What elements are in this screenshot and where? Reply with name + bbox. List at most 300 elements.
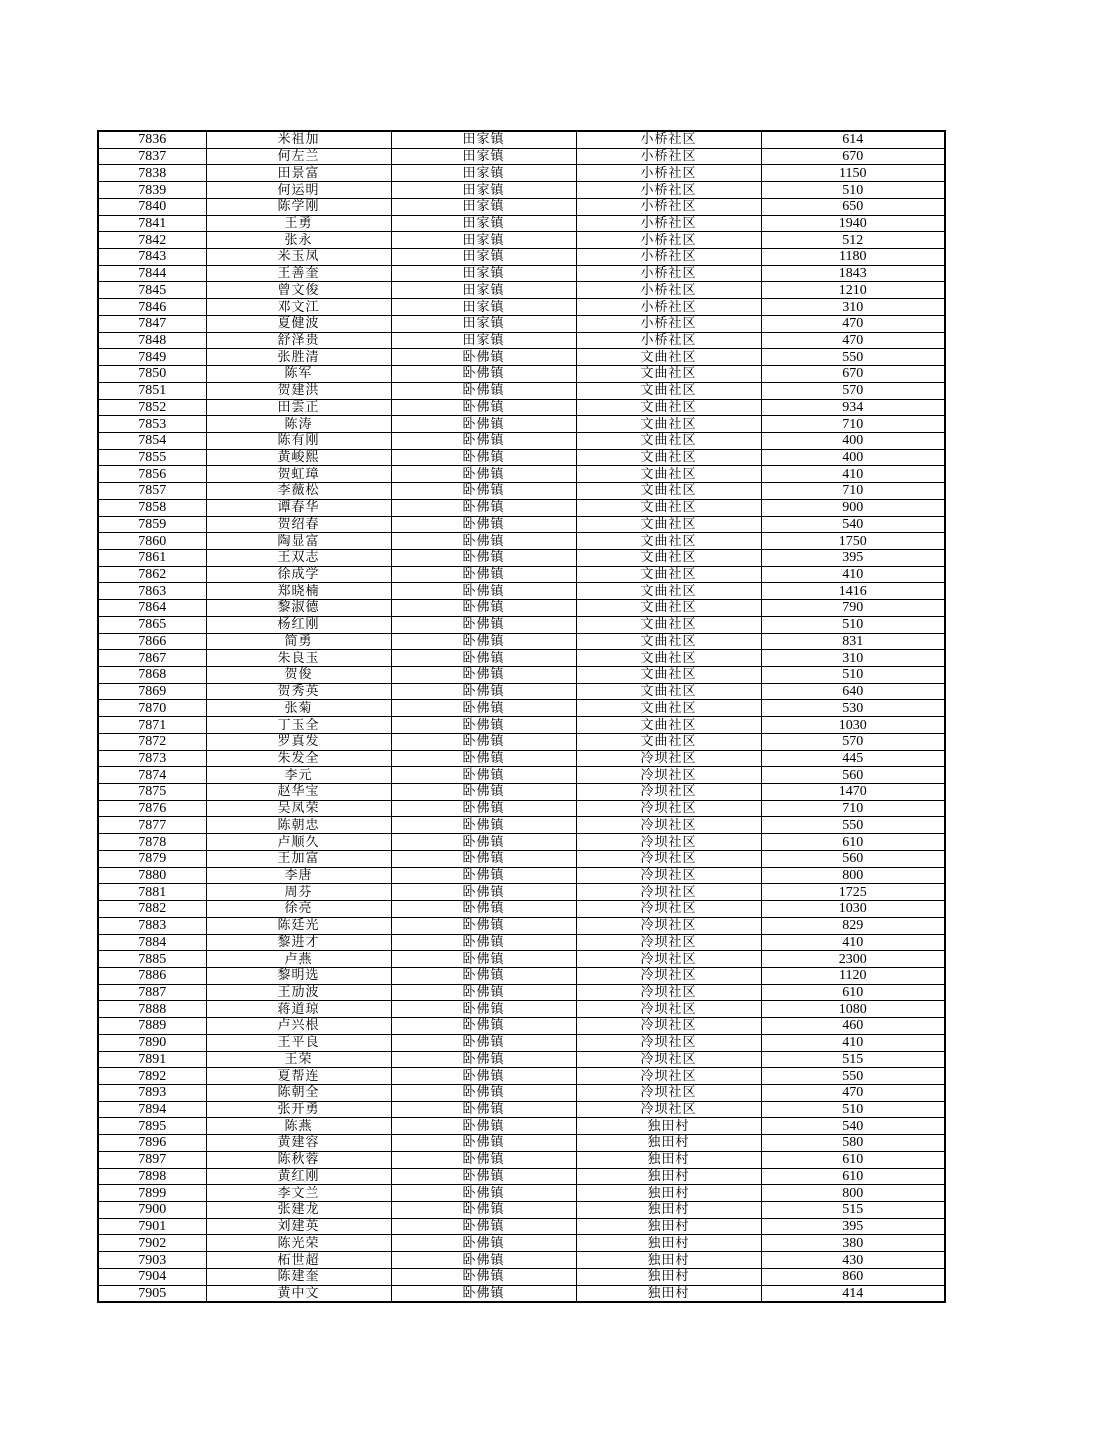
table-row	[98, 616, 945, 633]
community-cell: 冷坝社区	[576, 850, 761, 867]
community-cell: 冷坝社区	[576, 984, 761, 1001]
amount-cell: 410	[761, 934, 945, 951]
amount-cell: 860	[761, 1268, 945, 1285]
table-row	[98, 1135, 945, 1152]
row-number-cell: 7884	[98, 934, 206, 951]
town-cell: 卧佛镇	[391, 934, 576, 951]
name-cell: 黎明选	[206, 967, 391, 984]
row-number-cell: 7905	[98, 1285, 206, 1302]
name-cell: 陈廷光	[206, 917, 391, 934]
community-cell: 小桥社区	[576, 332, 761, 349]
community-cell: 文曲社区	[576, 499, 761, 516]
community-cell: 文曲社区	[576, 583, 761, 600]
table-row	[98, 299, 945, 316]
town-cell: 卧佛镇	[391, 616, 576, 633]
amount-cell: 710	[761, 416, 945, 433]
community-cell: 冷坝社区	[576, 867, 761, 884]
town-cell: 田家镇	[391, 315, 576, 332]
amount-cell: 400	[761, 432, 945, 449]
row-number-cell: 7904	[98, 1268, 206, 1285]
name-cell: 李薇松	[206, 483, 391, 500]
community-cell: 冷坝社区	[576, 784, 761, 801]
amount-cell: 710	[761, 800, 945, 817]
table-row	[98, 867, 945, 884]
row-number-cell: 7899	[98, 1185, 206, 1202]
table-row	[98, 466, 945, 483]
town-cell: 卧佛镇	[391, 1185, 576, 1202]
table-row	[98, 1168, 945, 1185]
name-cell: 王双志	[206, 549, 391, 566]
amount-cell: 550	[761, 349, 945, 366]
row-number-cell: 7859	[98, 516, 206, 533]
table-row	[98, 633, 945, 650]
row-number-cell: 7836	[98, 131, 206, 148]
name-cell: 李唐	[206, 867, 391, 884]
row-number-cell: 7854	[98, 432, 206, 449]
community-cell: 冷坝社区	[576, 817, 761, 834]
data-table	[97, 130, 946, 1303]
table-row	[98, 884, 945, 901]
amount-cell: 410	[761, 566, 945, 583]
row-number-cell: 7865	[98, 616, 206, 633]
row-number-cell: 7878	[98, 834, 206, 851]
row-number-cell: 7863	[98, 583, 206, 600]
table-row	[98, 934, 945, 951]
community-cell: 独田村	[576, 1218, 761, 1235]
community-cell: 冷坝社区	[576, 1101, 761, 1118]
table-row	[98, 1068, 945, 1085]
community-cell: 独田村	[576, 1235, 761, 1252]
town-cell: 卧佛镇	[391, 1051, 576, 1068]
community-cell: 文曲社区	[576, 566, 761, 583]
row-number-cell: 7882	[98, 901, 206, 918]
town-cell: 卧佛镇	[391, 733, 576, 750]
name-cell: 黄中文	[206, 1285, 391, 1302]
town-cell: 卧佛镇	[391, 382, 576, 399]
table-row	[98, 733, 945, 750]
amount-cell: 550	[761, 1068, 945, 1085]
table-row	[98, 667, 945, 684]
table-row	[98, 349, 945, 366]
name-cell: 陈燕	[206, 1118, 391, 1135]
table-row	[98, 834, 945, 851]
table-row	[98, 549, 945, 566]
town-cell: 卧佛镇	[391, 1202, 576, 1219]
town-cell: 卧佛镇	[391, 1151, 576, 1168]
table-row	[98, 1018, 945, 1035]
row-number-cell: 7895	[98, 1118, 206, 1135]
amount-cell: 614	[761, 131, 945, 148]
community-cell: 小桥社区	[576, 249, 761, 266]
amount-cell: 460	[761, 1018, 945, 1035]
amount-cell: 580	[761, 1135, 945, 1152]
table-row	[98, 717, 945, 734]
table-row	[98, 566, 945, 583]
community-cell: 小桥社区	[576, 315, 761, 332]
community-cell: 小桥社区	[576, 299, 761, 316]
community-cell: 冷坝社区	[576, 1034, 761, 1051]
name-cell: 张永	[206, 232, 391, 249]
name-cell: 周芬	[206, 884, 391, 901]
table-row	[98, 1001, 945, 1018]
amount-cell: 610	[761, 1168, 945, 1185]
row-number-cell: 7839	[98, 182, 206, 199]
table-row	[98, 265, 945, 282]
town-cell: 卧佛镇	[391, 1235, 576, 1252]
community-cell: 文曲社区	[576, 382, 761, 399]
name-cell: 田雲正	[206, 399, 391, 416]
community-cell: 文曲社区	[576, 549, 761, 566]
row-number-cell: 7901	[98, 1218, 206, 1235]
amount-cell: 1940	[761, 215, 945, 232]
amount-cell: 934	[761, 399, 945, 416]
town-cell: 卧佛镇	[391, 650, 576, 667]
name-cell: 陈有刚	[206, 432, 391, 449]
amount-cell: 470	[761, 332, 945, 349]
amount-cell: 560	[761, 850, 945, 867]
amount-cell: 570	[761, 382, 945, 399]
town-cell: 卧佛镇	[391, 1218, 576, 1235]
town-cell: 卧佛镇	[391, 901, 576, 918]
name-cell: 张菊	[206, 700, 391, 717]
row-number-cell: 7867	[98, 650, 206, 667]
community-cell: 独田村	[576, 1285, 761, 1302]
community-cell: 冷坝社区	[576, 767, 761, 784]
table-row	[98, 516, 945, 533]
row-number-cell: 7842	[98, 232, 206, 249]
row-number-cell: 7871	[98, 717, 206, 734]
row-number-cell: 7881	[98, 884, 206, 901]
amount-cell: 414	[761, 1285, 945, 1302]
name-cell: 卢顺久	[206, 834, 391, 851]
name-cell: 夏帮连	[206, 1068, 391, 1085]
table-row	[98, 1202, 945, 1219]
table-row	[98, 1252, 945, 1269]
name-cell: 王加富	[206, 850, 391, 867]
amount-cell: 640	[761, 683, 945, 700]
table-row	[98, 1101, 945, 1118]
amount-cell: 395	[761, 1218, 945, 1235]
town-cell: 卧佛镇	[391, 516, 576, 533]
amount-cell: 1750	[761, 533, 945, 550]
table-row	[98, 901, 945, 918]
community-cell: 独田村	[576, 1185, 761, 1202]
community-cell: 冷坝社区	[576, 834, 761, 851]
name-cell: 徐亮	[206, 901, 391, 918]
table-row	[98, 449, 945, 466]
community-cell: 冷坝社区	[576, 917, 761, 934]
name-cell: 吴凤荣	[206, 800, 391, 817]
name-cell: 徐成学	[206, 566, 391, 583]
row-number-cell: 7890	[98, 1034, 206, 1051]
row-number-cell: 7856	[98, 466, 206, 483]
name-cell: 陈朝全	[206, 1084, 391, 1101]
community-cell: 文曲社区	[576, 600, 761, 617]
row-number-cell: 7892	[98, 1068, 206, 1085]
town-cell: 卧佛镇	[391, 750, 576, 767]
community-cell: 小桥社区	[576, 165, 761, 182]
name-cell: 贺绍春	[206, 516, 391, 533]
town-cell: 田家镇	[391, 198, 576, 215]
name-cell: 陈涛	[206, 416, 391, 433]
town-cell: 卧佛镇	[391, 717, 576, 734]
amount-cell: 610	[761, 1151, 945, 1168]
row-number-cell: 7862	[98, 566, 206, 583]
name-cell: 邓文江	[206, 299, 391, 316]
town-cell: 卧佛镇	[391, 784, 576, 801]
community-cell: 独田村	[576, 1118, 761, 1135]
name-cell: 黎淑德	[206, 600, 391, 617]
name-cell: 简勇	[206, 633, 391, 650]
town-cell: 田家镇	[391, 249, 576, 266]
table-row	[98, 148, 945, 165]
row-number-cell: 7860	[98, 533, 206, 550]
name-cell: 卢兴根	[206, 1018, 391, 1035]
amount-cell: 410	[761, 466, 945, 483]
table-row	[98, 850, 945, 867]
town-cell: 卧佛镇	[391, 366, 576, 383]
community-cell: 文曲社区	[576, 633, 761, 650]
row-number-cell: 7887	[98, 984, 206, 1001]
row-number-cell: 7874	[98, 767, 206, 784]
table-row	[98, 366, 945, 383]
row-number-cell: 7877	[98, 817, 206, 834]
community-cell: 小桥社区	[576, 232, 761, 249]
row-number-cell: 7872	[98, 733, 206, 750]
amount-cell: 512	[761, 232, 945, 249]
town-cell: 卧佛镇	[391, 1001, 576, 1018]
table-row	[98, 1235, 945, 1252]
community-cell: 文曲社区	[576, 416, 761, 433]
amount-cell: 670	[761, 148, 945, 165]
town-cell: 卧佛镇	[391, 834, 576, 851]
town-cell: 卧佛镇	[391, 1084, 576, 1101]
community-cell: 冷坝社区	[576, 1001, 761, 1018]
community-cell: 冷坝社区	[576, 934, 761, 951]
table-row	[98, 1118, 945, 1135]
name-cell: 丁玉全	[206, 717, 391, 734]
community-cell: 文曲社区	[576, 449, 761, 466]
row-number-cell: 7848	[98, 332, 206, 349]
name-cell: 柘世超	[206, 1252, 391, 1269]
table-row	[98, 600, 945, 617]
row-number-cell: 7873	[98, 750, 206, 767]
table-row	[98, 1268, 945, 1285]
town-cell: 田家镇	[391, 232, 576, 249]
table-row	[98, 767, 945, 784]
community-cell: 冷坝社区	[576, 800, 761, 817]
name-cell: 夏健波	[206, 315, 391, 332]
town-cell: 卧佛镇	[391, 1068, 576, 1085]
amount-cell: 470	[761, 315, 945, 332]
town-cell: 卧佛镇	[391, 432, 576, 449]
row-number-cell: 7885	[98, 951, 206, 968]
town-cell: 卧佛镇	[391, 399, 576, 416]
amount-cell: 670	[761, 366, 945, 383]
name-cell: 陈朝忠	[206, 817, 391, 834]
row-number-cell: 7880	[98, 867, 206, 884]
table-row	[98, 499, 945, 516]
community-cell: 小桥社区	[576, 265, 761, 282]
table-row	[98, 416, 945, 433]
row-number-cell: 7846	[98, 299, 206, 316]
town-cell: 卧佛镇	[391, 1018, 576, 1035]
amount-cell: 550	[761, 817, 945, 834]
amount-cell: 530	[761, 700, 945, 717]
town-cell: 卧佛镇	[391, 600, 576, 617]
community-cell: 独田村	[576, 1268, 761, 1285]
community-cell: 冷坝社区	[576, 951, 761, 968]
table-row	[98, 1218, 945, 1235]
town-cell: 卧佛镇	[391, 533, 576, 550]
table-row	[98, 984, 945, 1001]
town-cell: 卧佛镇	[391, 1101, 576, 1118]
row-number-cell: 7866	[98, 633, 206, 650]
table-row	[98, 483, 945, 500]
community-cell: 文曲社区	[576, 667, 761, 684]
amount-cell: 1470	[761, 784, 945, 801]
name-cell: 赵华宝	[206, 784, 391, 801]
community-cell: 小桥社区	[576, 198, 761, 215]
row-number-cell: 7876	[98, 800, 206, 817]
amount-cell: 510	[761, 616, 945, 633]
table-row	[98, 800, 945, 817]
table-row	[98, 232, 945, 249]
town-cell: 卧佛镇	[391, 449, 576, 466]
table-row	[98, 1185, 945, 1202]
town-cell: 卧佛镇	[391, 499, 576, 516]
amount-cell: 570	[761, 733, 945, 750]
town-cell: 卧佛镇	[391, 850, 576, 867]
name-cell: 贺虹璋	[206, 466, 391, 483]
amount-cell: 445	[761, 750, 945, 767]
row-number-cell: 7894	[98, 1101, 206, 1118]
row-number-cell: 7897	[98, 1151, 206, 1168]
community-cell: 小桥社区	[576, 148, 761, 165]
amount-cell: 829	[761, 917, 945, 934]
town-cell: 卧佛镇	[391, 1168, 576, 1185]
community-cell: 文曲社区	[576, 349, 761, 366]
name-cell: 黎进才	[206, 934, 391, 951]
name-cell: 罗真发	[206, 733, 391, 750]
town-cell: 卧佛镇	[391, 483, 576, 500]
name-cell: 陈学刚	[206, 198, 391, 215]
amount-cell: 400	[761, 449, 945, 466]
amount-cell: 1416	[761, 583, 945, 600]
row-number-cell: 7840	[98, 198, 206, 215]
amount-cell: 800	[761, 1185, 945, 1202]
name-cell: 舒泽贵	[206, 332, 391, 349]
table-row	[98, 1285, 945, 1302]
amount-cell: 310	[761, 299, 945, 316]
row-number-cell: 7853	[98, 416, 206, 433]
table-row	[98, 432, 945, 449]
table-row	[98, 700, 945, 717]
town-cell: 卧佛镇	[391, 984, 576, 1001]
community-cell: 冷坝社区	[576, 884, 761, 901]
table-row	[98, 182, 945, 199]
row-number-cell: 7893	[98, 1084, 206, 1101]
town-cell: 卧佛镇	[391, 1252, 576, 1269]
row-number-cell: 7898	[98, 1168, 206, 1185]
community-cell: 文曲社区	[576, 616, 761, 633]
row-number-cell: 7869	[98, 683, 206, 700]
town-cell: 田家镇	[391, 182, 576, 199]
name-cell: 谭春华	[206, 499, 391, 516]
row-number-cell: 7896	[98, 1135, 206, 1152]
name-cell: 张开勇	[206, 1101, 391, 1118]
town-cell: 田家镇	[391, 282, 576, 299]
community-cell: 文曲社区	[576, 466, 761, 483]
amount-cell: 1725	[761, 884, 945, 901]
row-number-cell: 7889	[98, 1018, 206, 1035]
community-cell: 小桥社区	[576, 131, 761, 148]
table-row	[98, 249, 945, 266]
town-cell: 卧佛镇	[391, 884, 576, 901]
row-number-cell: 7868	[98, 667, 206, 684]
amount-cell: 470	[761, 1084, 945, 1101]
community-cell: 独田村	[576, 1202, 761, 1219]
name-cell: 陶显富	[206, 533, 391, 550]
table-row	[98, 817, 945, 834]
name-cell: 王平良	[206, 1034, 391, 1051]
town-cell: 田家镇	[391, 215, 576, 232]
row-number-cell: 7870	[98, 700, 206, 717]
amount-cell: 410	[761, 1034, 945, 1051]
community-cell: 文曲社区	[576, 533, 761, 550]
row-number-cell: 7841	[98, 215, 206, 232]
amount-cell: 1080	[761, 1001, 945, 1018]
town-cell: 卧佛镇	[391, 867, 576, 884]
table-row	[98, 382, 945, 399]
amount-cell: 610	[761, 984, 945, 1001]
row-number-cell: 7902	[98, 1235, 206, 1252]
row-number-cell: 7900	[98, 1202, 206, 1219]
amount-cell: 1180	[761, 249, 945, 266]
name-cell: 李元	[206, 767, 391, 784]
town-cell: 卧佛镇	[391, 1118, 576, 1135]
community-cell: 文曲社区	[576, 733, 761, 750]
table-row	[98, 332, 945, 349]
table-row	[98, 750, 945, 767]
name-cell: 黄建容	[206, 1135, 391, 1152]
row-number-cell: 7852	[98, 399, 206, 416]
town-cell: 田家镇	[391, 148, 576, 165]
town-cell: 田家镇	[391, 131, 576, 148]
row-number-cell: 7849	[98, 349, 206, 366]
row-number-cell: 7864	[98, 600, 206, 617]
row-number-cell: 7838	[98, 165, 206, 182]
name-cell: 曾文俊	[206, 282, 391, 299]
table-row	[98, 917, 945, 934]
town-cell: 田家镇	[391, 332, 576, 349]
name-cell: 米祖加	[206, 131, 391, 148]
name-cell: 张建龙	[206, 1202, 391, 1219]
row-number-cell: 7903	[98, 1252, 206, 1269]
row-number-cell: 7858	[98, 499, 206, 516]
amount-cell: 2300	[761, 951, 945, 968]
row-number-cell: 7847	[98, 315, 206, 332]
town-cell: 卧佛镇	[391, 683, 576, 700]
community-cell: 独田村	[576, 1135, 761, 1152]
amount-cell: 310	[761, 650, 945, 667]
community-cell: 文曲社区	[576, 650, 761, 667]
town-cell: 卧佛镇	[391, 800, 576, 817]
amount-cell: 540	[761, 1118, 945, 1135]
community-cell: 独田村	[576, 1252, 761, 1269]
amount-cell: 560	[761, 767, 945, 784]
row-number-cell: 7845	[98, 282, 206, 299]
